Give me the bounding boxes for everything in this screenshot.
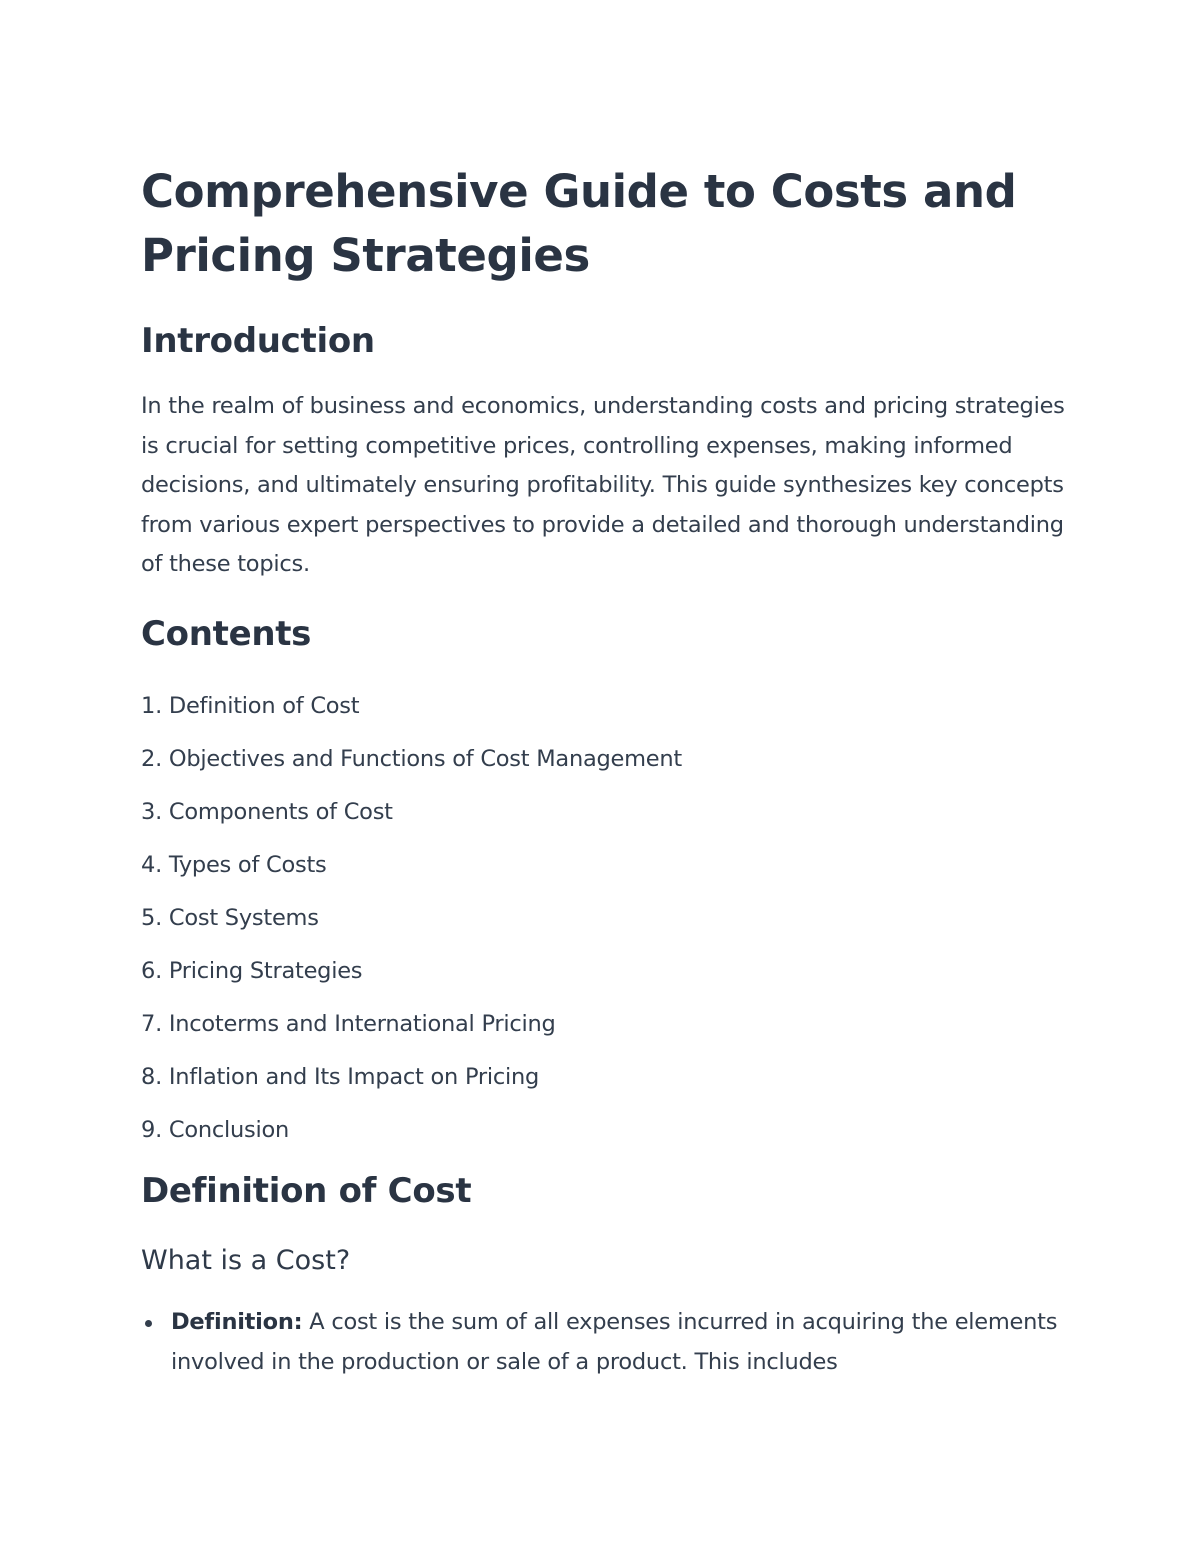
bullet-term: Definition:	[171, 1309, 303, 1335]
toc-item-label: Pricing Strategies	[168, 958, 363, 984]
toc-item	[141, 945, 682, 998]
contents-heading: Contents	[141, 614, 312, 654]
toc-item-label: Components of Cost	[168, 799, 393, 825]
document-title-line1: Comprehensive Guide to Costs and	[141, 165, 1017, 218]
toc-item-label: Incoterms and International Pricing	[168, 1011, 556, 1037]
definition-of-cost-heading: Definition of Cost	[141, 1171, 472, 1211]
toc-item-label: Definition of Cost	[168, 693, 360, 719]
toc-item	[141, 892, 682, 945]
toc-item-number: 3.	[141, 799, 162, 825]
document-title-line2: Pricing Strategies	[141, 229, 590, 282]
toc-item	[141, 786, 682, 839]
toc-item	[141, 680, 682, 733]
toc-item-number: 2.	[141, 746, 162, 772]
introduction-heading: Introduction	[141, 321, 375, 361]
what-is-a-cost-subheading: What is a Cost?	[141, 1245, 351, 1276]
definition-bullet-list	[141, 1303, 1071, 1382]
toc-item-number: 4.	[141, 852, 162, 878]
toc-item-number: 6.	[141, 958, 162, 984]
toc-item-number: 7.	[141, 1011, 162, 1037]
toc-item-label: Conclusion	[168, 1117, 289, 1143]
toc-item-number: 8.	[141, 1064, 162, 1090]
table-of-contents	[141, 680, 682, 1157]
bullet-text: A cost is the sum of all expenses incurred in acquiring the elements involved in the production or sale of a product. This includes	[171, 1309, 1058, 1375]
toc-item-label: Objectives and Functions of Cost Management	[168, 746, 682, 772]
toc-item	[141, 1104, 682, 1157]
toc-item-label: Inflation and Its Impact on Pricing	[168, 1064, 540, 1090]
toc-item	[141, 839, 682, 892]
toc-item	[141, 733, 682, 786]
toc-item	[141, 998, 682, 1051]
toc-item-number: 1.	[141, 693, 162, 719]
introduction-paragraph: In the realm of business and economics, understanding costs and pricing strategies is crucial for setting competitive prices, controlling expenses, making informed decisions, and ultimately ensuring profitability. This guide synthesizes key concepts from various expert perspectives to provide a detailed and thorough understanding of these topics.	[141, 393, 1065, 577]
document-page	[141, 160, 1071, 1375]
toc-item-number: 5.	[141, 905, 162, 931]
toc-item	[141, 1051, 682, 1104]
document-title	[141, 160, 1071, 288]
toc-item-number: 9.	[141, 1117, 162, 1143]
toc-item-label: Types of Costs	[168, 852, 327, 878]
list-item	[141, 1303, 1071, 1382]
toc-item-label: Cost Systems	[168, 905, 319, 931]
bullet-dot-icon	[145, 1320, 152, 1327]
